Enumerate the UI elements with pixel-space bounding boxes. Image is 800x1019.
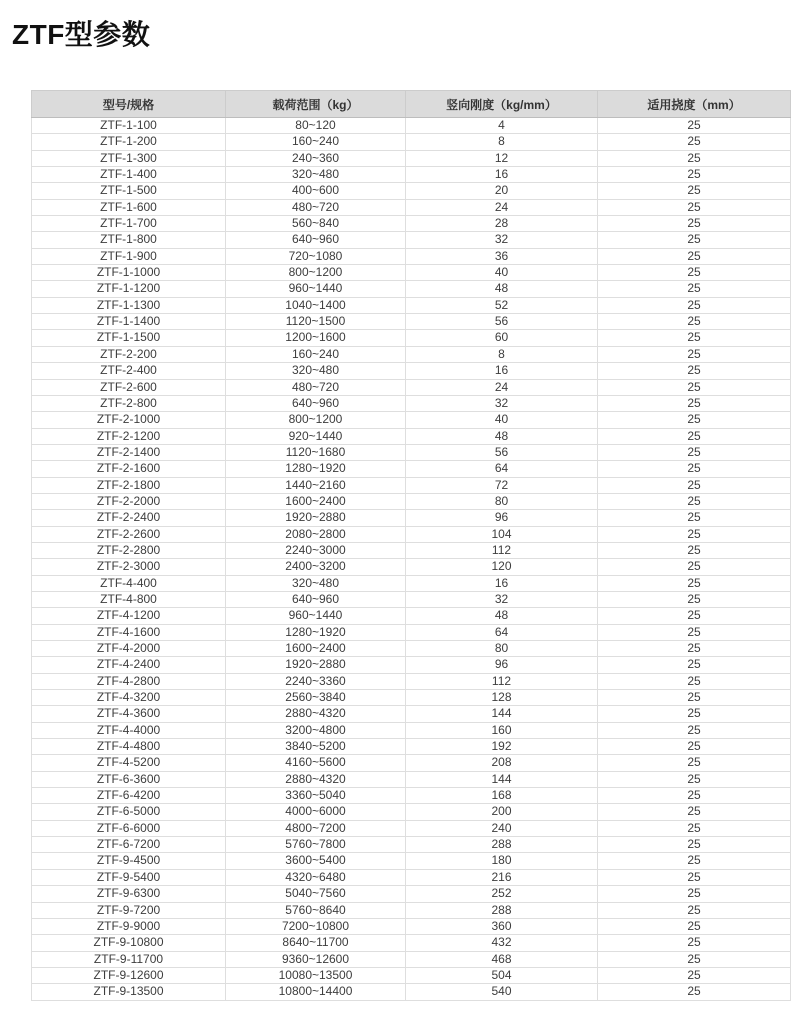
table-cell: 320~480	[226, 363, 406, 379]
table-cell: 104	[406, 526, 598, 542]
table-cell: 25	[598, 706, 791, 722]
table-cell: 240~360	[226, 150, 406, 166]
table-cell: ZTF-9-5400	[32, 869, 226, 885]
table-cell: 208	[406, 755, 598, 771]
table-row	[32, 771, 791, 787]
table-cell: ZTF-2-1200	[32, 428, 226, 444]
table-row	[32, 314, 791, 330]
table-cell: 25	[598, 281, 791, 297]
column-header-2: 竖向刚度（kg/mm）	[406, 91, 598, 118]
table-cell: 25	[598, 477, 791, 493]
table-cell: 800~1200	[226, 412, 406, 428]
table-cell: 4	[406, 118, 598, 134]
table-cell: 25	[598, 575, 791, 591]
table-cell: 25	[598, 493, 791, 509]
table-cell: 52	[406, 297, 598, 313]
table-cell: 3600~5400	[226, 853, 406, 869]
table-cell: 25	[598, 510, 791, 526]
table-row	[32, 575, 791, 591]
table-cell: 25	[598, 232, 791, 248]
table-row	[32, 591, 791, 607]
table-cell: ZTF-4-1200	[32, 608, 226, 624]
table-row	[32, 477, 791, 493]
table-cell: 32	[406, 395, 598, 411]
table-row	[32, 346, 791, 362]
table-cell: 16	[406, 167, 598, 183]
table-row	[32, 248, 791, 264]
table-row	[32, 167, 791, 183]
table-cell: ZTF-1-500	[32, 183, 226, 199]
table-cell: 2240~3360	[226, 673, 406, 689]
table-cell: 28	[406, 216, 598, 232]
table-row	[32, 216, 791, 232]
table-row	[32, 379, 791, 395]
table-row	[32, 428, 791, 444]
table-cell: 25	[598, 314, 791, 330]
table-cell: ZTF-2-3000	[32, 559, 226, 575]
table-row	[32, 886, 791, 902]
table-cell: 288	[406, 902, 598, 918]
table-row	[32, 837, 791, 853]
table-row	[32, 935, 791, 951]
table-cell: 80	[406, 641, 598, 657]
table-cell: ZTF-1-1500	[32, 330, 226, 346]
table-cell: 2880~4320	[226, 771, 406, 787]
table-cell: 540	[406, 984, 598, 1000]
table-cell: 25	[598, 673, 791, 689]
table-cell: ZTF-2-2400	[32, 510, 226, 526]
table-cell: ZTF-2-600	[32, 379, 226, 395]
table-cell: ZTF-9-4500	[32, 853, 226, 869]
table-row	[32, 918, 791, 934]
table-cell: 25	[598, 837, 791, 853]
table-row	[32, 297, 791, 313]
table-cell: 1280~1920	[226, 461, 406, 477]
table-cell: ZTF-2-2000	[32, 493, 226, 509]
table-cell: 1120~1680	[226, 444, 406, 460]
table-cell: 16	[406, 575, 598, 591]
table-cell: 24	[406, 199, 598, 215]
table-cell: 1040~1400	[226, 297, 406, 313]
table-row	[32, 183, 791, 199]
table-cell: 32	[406, 232, 598, 248]
table-cell: ZTF-1-1200	[32, 281, 226, 297]
table-cell: ZTF-2-1600	[32, 461, 226, 477]
table-cell: 25	[598, 526, 791, 542]
table-cell: ZTF-1-200	[32, 134, 226, 150]
table-cell: 25	[598, 346, 791, 362]
table-cell: 240	[406, 820, 598, 836]
table-cell: 3360~5040	[226, 788, 406, 804]
table-cell: 32	[406, 591, 598, 607]
table-cell: 25	[598, 412, 791, 428]
table-cell: 504	[406, 967, 598, 983]
table-header	[32, 91, 791, 118]
table-cell: 25	[598, 265, 791, 281]
table-cell: 2400~3200	[226, 559, 406, 575]
table-cell: 160~240	[226, 134, 406, 150]
table-cell: ZTF-1-600	[32, 199, 226, 215]
table-cell: 25	[598, 216, 791, 232]
table-cell: 5040~7560	[226, 886, 406, 902]
table-cell: 25	[598, 542, 791, 558]
table-cell: 5760~7800	[226, 837, 406, 853]
table-cell: 40	[406, 265, 598, 281]
table-cell: ZTF-1-800	[32, 232, 226, 248]
table-cell: ZTF-4-2800	[32, 673, 226, 689]
table-cell: ZTF-2-1400	[32, 444, 226, 460]
table-cell: 25	[598, 248, 791, 264]
table-cell: 25	[598, 330, 791, 346]
table-cell: 10080~13500	[226, 967, 406, 983]
table-row	[32, 706, 791, 722]
table-cell: ZTF-1-700	[32, 216, 226, 232]
table-cell: 1600~2400	[226, 493, 406, 509]
table-row	[32, 690, 791, 706]
table-row	[32, 951, 791, 967]
table-cell: ZTF-4-1600	[32, 624, 226, 640]
table-cell: 25	[598, 918, 791, 934]
table-cell: 128	[406, 690, 598, 706]
table-row	[32, 526, 791, 542]
table-cell: ZTF-1-1300	[32, 297, 226, 313]
table-cell: ZTF-9-9000	[32, 918, 226, 934]
table-row	[32, 984, 791, 1000]
table-cell: 56	[406, 314, 598, 330]
table-cell: 200	[406, 804, 598, 820]
table-cell: 180	[406, 853, 598, 869]
table-cell: 25	[598, 150, 791, 166]
table-cell: ZTF-9-6300	[32, 886, 226, 902]
table-cell: 25	[598, 951, 791, 967]
table-cell: 25	[598, 199, 791, 215]
table-row	[32, 722, 791, 738]
table-cell: ZTF-4-3600	[32, 706, 226, 722]
table-cell: 120	[406, 559, 598, 575]
table-row	[32, 281, 791, 297]
table-cell: 8	[406, 346, 598, 362]
table-cell: ZTF-4-4800	[32, 739, 226, 755]
table-row	[32, 967, 791, 983]
column-header-3: 适用挠度（mm）	[598, 91, 791, 118]
table-cell: 2080~2800	[226, 526, 406, 542]
table-cell: ZTF-2-2600	[32, 526, 226, 542]
table-row	[32, 641, 791, 657]
table-cell: ZTF-4-4000	[32, 722, 226, 738]
table-cell: ZTF-1-1400	[32, 314, 226, 330]
table-row	[32, 395, 791, 411]
table-cell: 1600~2400	[226, 641, 406, 657]
table-cell: 24	[406, 379, 598, 395]
table-cell: ZTF-4-400	[32, 575, 226, 591]
table-row	[32, 199, 791, 215]
table-cell: 960~1440	[226, 281, 406, 297]
table-row	[32, 869, 791, 885]
table-cell: ZTF-6-7200	[32, 837, 226, 853]
table-row	[32, 673, 791, 689]
table-cell: 25	[598, 608, 791, 624]
table-cell: 560~840	[226, 216, 406, 232]
table-cell: 640~960	[226, 232, 406, 248]
table-cell: 1280~1920	[226, 624, 406, 640]
table-cell: 8	[406, 134, 598, 150]
table-cell: 48	[406, 281, 598, 297]
table-cell: 25	[598, 902, 791, 918]
table-cell: ZTF-2-200	[32, 346, 226, 362]
table-row	[32, 510, 791, 526]
table-cell: 25	[598, 559, 791, 575]
table-cell: 25	[598, 167, 791, 183]
table-cell: 36	[406, 248, 598, 264]
table-cell: 25	[598, 297, 791, 313]
table-cell: 1920~2880	[226, 657, 406, 673]
table-cell: 144	[406, 771, 598, 787]
table-cell: ZTF-6-6000	[32, 820, 226, 836]
table-cell: 2880~4320	[226, 706, 406, 722]
table-cell: 80	[406, 493, 598, 509]
table-row	[32, 265, 791, 281]
table-cell: 2240~3000	[226, 542, 406, 558]
table-cell: 252	[406, 886, 598, 902]
table-cell: ZTF-2-1800	[32, 477, 226, 493]
column-header-1: 载荷范围（kg）	[226, 91, 406, 118]
table-cell: ZTF-6-4200	[32, 788, 226, 804]
table-cell: 56	[406, 444, 598, 460]
table-cell: 144	[406, 706, 598, 722]
table-cell: 60	[406, 330, 598, 346]
table-cell: 25	[598, 657, 791, 673]
table-cell: 2560~3840	[226, 690, 406, 706]
table-row	[32, 232, 791, 248]
table-row	[32, 853, 791, 869]
table-row	[32, 412, 791, 428]
table-cell: 480~720	[226, 199, 406, 215]
table-cell: ZTF-6-5000	[32, 804, 226, 820]
table-cell: 360	[406, 918, 598, 934]
page-title: ZTF型参数	[12, 19, 151, 50]
table-cell: 25	[598, 183, 791, 199]
table-row	[32, 804, 791, 820]
table-cell: 288	[406, 837, 598, 853]
table-cell: 25	[598, 722, 791, 738]
table-cell: 72	[406, 477, 598, 493]
table-cell: 25	[598, 444, 791, 460]
table-cell: 25	[598, 739, 791, 755]
table-header-row	[32, 91, 791, 118]
table-cell: 40	[406, 412, 598, 428]
table-cell: ZTF-2-400	[32, 363, 226, 379]
table-cell: 25	[598, 804, 791, 820]
table-cell: ZTF-9-7200	[32, 902, 226, 918]
table-cell: 4000~6000	[226, 804, 406, 820]
table-cell: 25	[598, 461, 791, 477]
table-cell: 12	[406, 150, 598, 166]
table-row	[32, 134, 791, 150]
table-cell: 1920~2880	[226, 510, 406, 526]
table-row	[32, 755, 791, 771]
table-cell: 25	[598, 379, 791, 395]
table-row	[32, 739, 791, 755]
table-cell: 25	[598, 771, 791, 787]
table-row	[32, 330, 791, 346]
table-cell: 10800~14400	[226, 984, 406, 1000]
table-row	[32, 150, 791, 166]
table-cell: 96	[406, 510, 598, 526]
table-cell: 112	[406, 542, 598, 558]
table-cell: 25	[598, 869, 791, 885]
table-cell: 25	[598, 624, 791, 640]
table-cell: 320~480	[226, 167, 406, 183]
table-cell: 216	[406, 869, 598, 885]
table-cell: 25	[598, 984, 791, 1000]
table-cell: 800~1200	[226, 265, 406, 281]
table-cell: 25	[598, 395, 791, 411]
table-cell: 64	[406, 461, 598, 477]
table-cell: ZTF-6-3600	[32, 771, 226, 787]
table-cell: 48	[406, 608, 598, 624]
table-cell: 25	[598, 118, 791, 134]
table-cell: 3200~4800	[226, 722, 406, 738]
table-cell: 4160~5600	[226, 755, 406, 771]
table-cell: 3840~5200	[226, 739, 406, 755]
table-cell: 8640~11700	[226, 935, 406, 951]
table-row	[32, 559, 791, 575]
table-cell: 5760~8640	[226, 902, 406, 918]
table-cell: 25	[598, 363, 791, 379]
table-cell: 160	[406, 722, 598, 738]
table-cell: 920~1440	[226, 428, 406, 444]
table-cell: ZTF-2-2800	[32, 542, 226, 558]
table-cell: 25	[598, 853, 791, 869]
table-cell: 720~1080	[226, 248, 406, 264]
table-cell: ZTF-9-10800	[32, 935, 226, 951]
table-cell: ZTF-4-5200	[32, 755, 226, 771]
table-cell: 4800~7200	[226, 820, 406, 836]
table-cell: 25	[598, 134, 791, 150]
table-body	[32, 118, 791, 1001]
table-row	[32, 461, 791, 477]
table-cell: 96	[406, 657, 598, 673]
table-cell: 1440~2160	[226, 477, 406, 493]
table-row	[32, 820, 791, 836]
table-row	[32, 624, 791, 640]
table-row	[32, 444, 791, 460]
table-cell: 25	[598, 967, 791, 983]
table-cell: 432	[406, 935, 598, 951]
table-cell: 25	[598, 788, 791, 804]
table-cell: ZTF-1-1000	[32, 265, 226, 281]
table-cell: 25	[598, 935, 791, 951]
table-cell: 64	[406, 624, 598, 640]
table-cell: 20	[406, 183, 598, 199]
table-cell: 4320~6480	[226, 869, 406, 885]
table-cell: 25	[598, 591, 791, 607]
table-cell: 468	[406, 951, 598, 967]
table-cell: 48	[406, 428, 598, 444]
table-cell: ZTF-4-800	[32, 591, 226, 607]
ztf-parameters-table	[31, 90, 791, 1001]
table-cell: 25	[598, 820, 791, 836]
table-cell: 25	[598, 690, 791, 706]
table-cell: ZTF-1-900	[32, 248, 226, 264]
table-cell: ZTF-1-100	[32, 118, 226, 134]
table-cell: 192	[406, 739, 598, 755]
table-cell: 640~960	[226, 395, 406, 411]
table-cell: 640~960	[226, 591, 406, 607]
table-cell: ZTF-1-400	[32, 167, 226, 183]
table-cell: ZTF-9-12600	[32, 967, 226, 983]
table-row	[32, 788, 791, 804]
table-row	[32, 657, 791, 673]
table-cell: 480~720	[226, 379, 406, 395]
table-cell: ZTF-2-1000	[32, 412, 226, 428]
table-cell: ZTF-4-3200	[32, 690, 226, 706]
table-cell: 80~120	[226, 118, 406, 134]
table-row	[32, 608, 791, 624]
table-cell: 112	[406, 673, 598, 689]
table-row	[32, 902, 791, 918]
table-cell: 400~600	[226, 183, 406, 199]
table-cell: ZTF-2-800	[32, 395, 226, 411]
table-cell: 25	[598, 755, 791, 771]
table-cell: 320~480	[226, 575, 406, 591]
table-cell: ZTF-1-300	[32, 150, 226, 166]
table-cell: 25	[598, 641, 791, 657]
table-cell: ZTF-9-13500	[32, 984, 226, 1000]
column-header-0: 型号/规格	[32, 91, 226, 118]
table-cell: ZTF-4-2000	[32, 641, 226, 657]
table-cell: ZTF-9-11700	[32, 951, 226, 967]
table-row	[32, 542, 791, 558]
table-row	[32, 118, 791, 134]
table-cell: 1200~1600	[226, 330, 406, 346]
table-cell: 160~240	[226, 346, 406, 362]
table-row	[32, 363, 791, 379]
table-cell: 1120~1500	[226, 314, 406, 330]
table-cell: 25	[598, 428, 791, 444]
table-row	[32, 493, 791, 509]
table-cell: 9360~12600	[226, 951, 406, 967]
table-cell: 168	[406, 788, 598, 804]
table-cell: ZTF-4-2400	[32, 657, 226, 673]
table-cell: 960~1440	[226, 608, 406, 624]
table-cell: 25	[598, 886, 791, 902]
table-cell: 16	[406, 363, 598, 379]
table-cell: 7200~10800	[226, 918, 406, 934]
